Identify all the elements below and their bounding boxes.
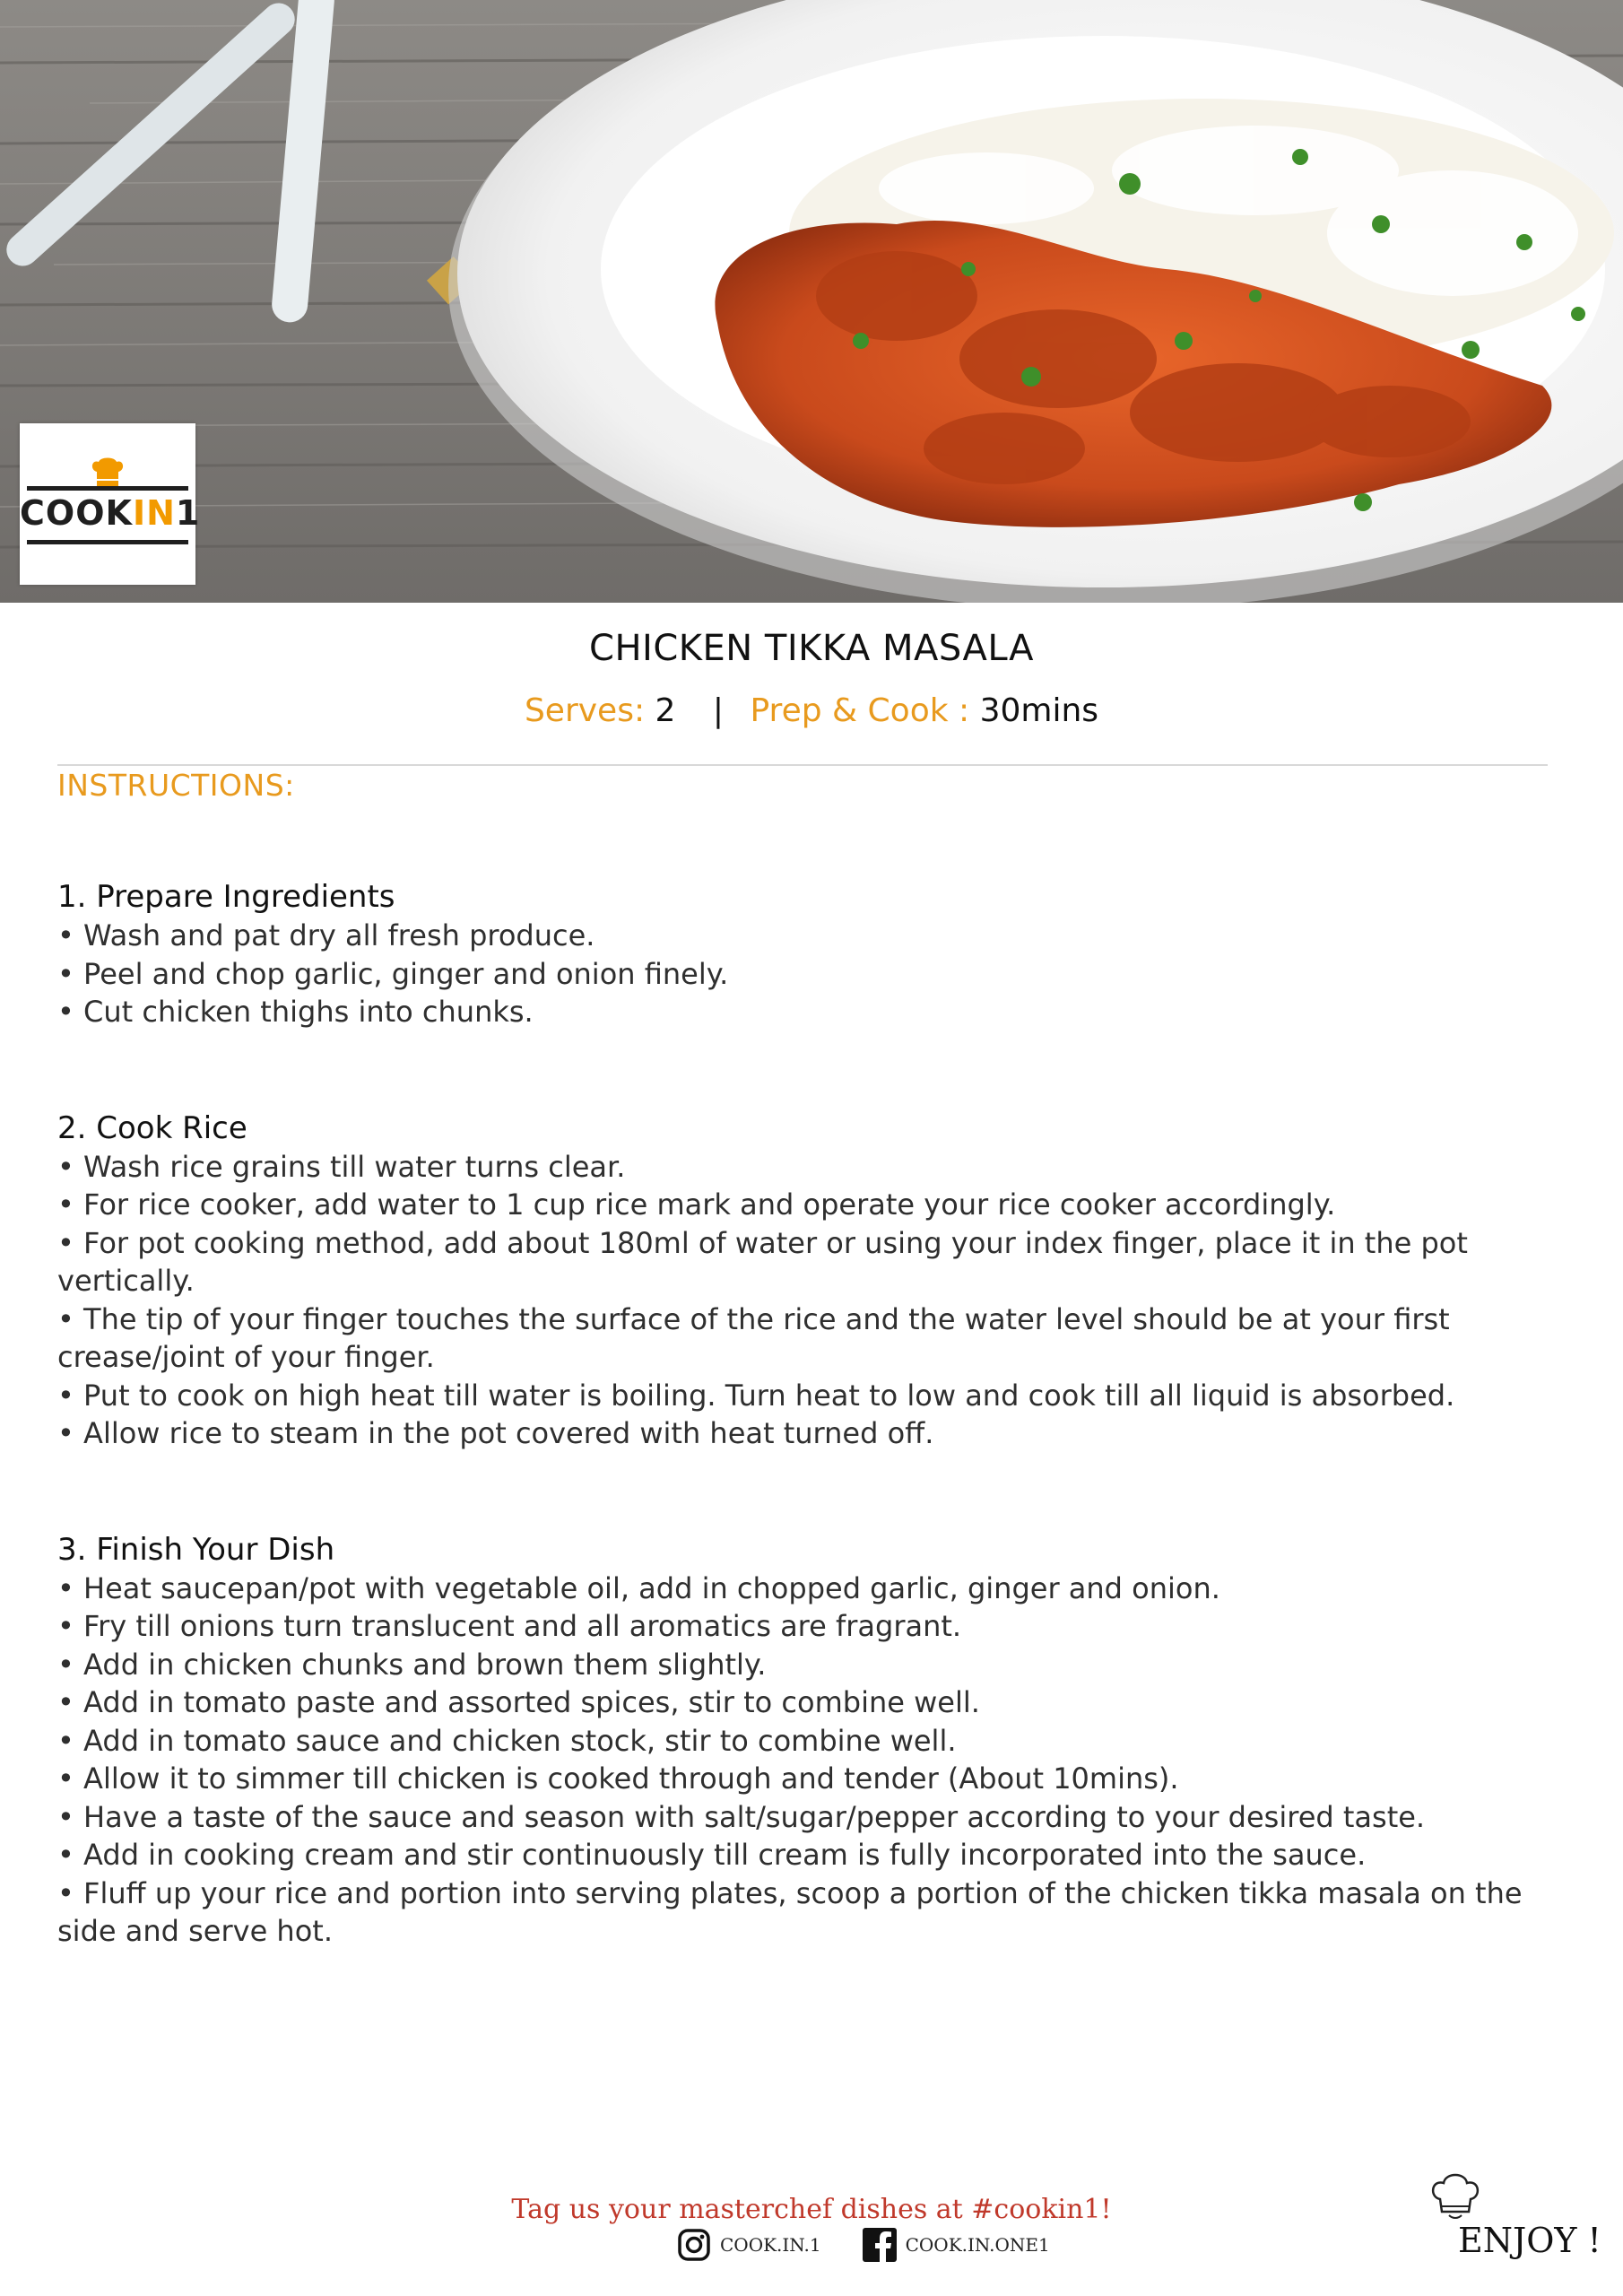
footer-tagline: Tag us your masterchef dishes at #cookin1! <box>511 2194 1112 2225</box>
section-heading: 3. Finish Your Dish <box>57 1531 335 1568</box>
logo-wordmark: COOKIN1 <box>20 493 201 533</box>
step-item: • Fluff up your rice and portion into serving plates, scoop a portion of the chicken tikka masala on the side and serve hot. <box>57 1875 1523 1948</box>
step-item: • Peel and chop garlic, ginger and onion finely. <box>57 956 729 991</box>
step-item: • Put to cook on high heat till water is boiling. Turn heat to low and cook till all liquid is absorbed. <box>57 1378 1455 1413</box>
step-item: • Have a taste of the sauce and season with salt/sugar/pepper according to your desired taste. <box>57 1799 1426 1834</box>
header-divider <box>57 764 1548 766</box>
section-finish-dish <box>57 1530 1555 1951</box>
step-item: • The tip of your finger touches the surface of the rice and the water level should be at your first crease/joint of your finger. <box>57 1301 1450 1374</box>
instagram-handle[interactable]: COOK.IN.1 <box>720 2234 821 2256</box>
step-item: • Wash rice grains till water turns clear. <box>57 1149 626 1184</box>
serves-value: 2 <box>655 692 676 729</box>
prep-label: Prep & Cook : <box>750 692 970 729</box>
instructions-body <box>57 877 1555 2028</box>
step-item: • Allow rice to steam in the pot covered with heat turned off. <box>57 1416 934 1450</box>
meta-separator: | <box>712 692 725 729</box>
hero-photo <box>0 0 1623 603</box>
step-item: • Heat saucepan/pot with vegetable oil, add in chopped garlic, ginger and onion. <box>57 1570 1220 1605</box>
facebook-handle[interactable]: COOK.IN.ONE1 <box>905 2234 1050 2256</box>
dish-illustration <box>0 0 1623 603</box>
chef-hat-icon <box>1426 2169 1483 2226</box>
serves-label: Serves: <box>524 692 646 729</box>
social-links <box>677 2228 1050 2262</box>
recipe-meta <box>0 692 1623 729</box>
section-prepare-ingredients <box>57 877 1555 1031</box>
facebook-icon[interactable] <box>863 2228 897 2262</box>
section-heading: 1. Prepare Ingredients <box>57 879 395 915</box>
enjoy-signoff: ENJOY ! <box>1458 2221 1601 2260</box>
prep-value: 30mins <box>979 692 1099 729</box>
step-item: • Add in tomato paste and assorted spices, stir to combine well. <box>57 1685 980 1719</box>
step-item: • Fry till onions turn translucent and all aromatics are fragrant. <box>57 1609 962 1643</box>
section-cook-rice <box>57 1109 1555 1453</box>
logo-rule-top <box>27 486 188 491</box>
step-item: • Cut chicken thighs into chunks. <box>57 995 534 1029</box>
chef-hat-icon <box>90 457 126 488</box>
brand-logo <box>20 423 201 585</box>
step-item: • Allow it to simmer till chicken is cooked through and tender (About 10mins). <box>57 1761 1179 1796</box>
step-item: • For pot cooking method, add about 180ml of water or using your index finger, place it in the pot vertically. <box>57 1225 1468 1298</box>
step-item: • Add in tomato sauce and chicken stock, stir to combine well. <box>57 1723 957 1758</box>
instagram-icon[interactable] <box>677 2228 711 2262</box>
recipe-title: CHICKEN TIKKA MASALA <box>589 628 1034 669</box>
step-item: • For rice cooker, add water to 1 cup rice mark and operate your rice cooker accordingly. <box>57 1187 1336 1222</box>
section-heading: 2. Cook Rice <box>57 1109 247 1146</box>
step-item: • Add in chicken chunks and brown them slightly. <box>57 1647 767 1682</box>
step-item: • Add in cooking cream and stir continuously till cream is fully incorporated into the sauce. <box>57 1838 1367 1872</box>
instructions-label: INSTRUCTIONS: <box>57 768 295 803</box>
step-item: • Wash and pat dry all fresh produce. <box>57 918 595 952</box>
logo-rule-bottom <box>27 540 188 544</box>
